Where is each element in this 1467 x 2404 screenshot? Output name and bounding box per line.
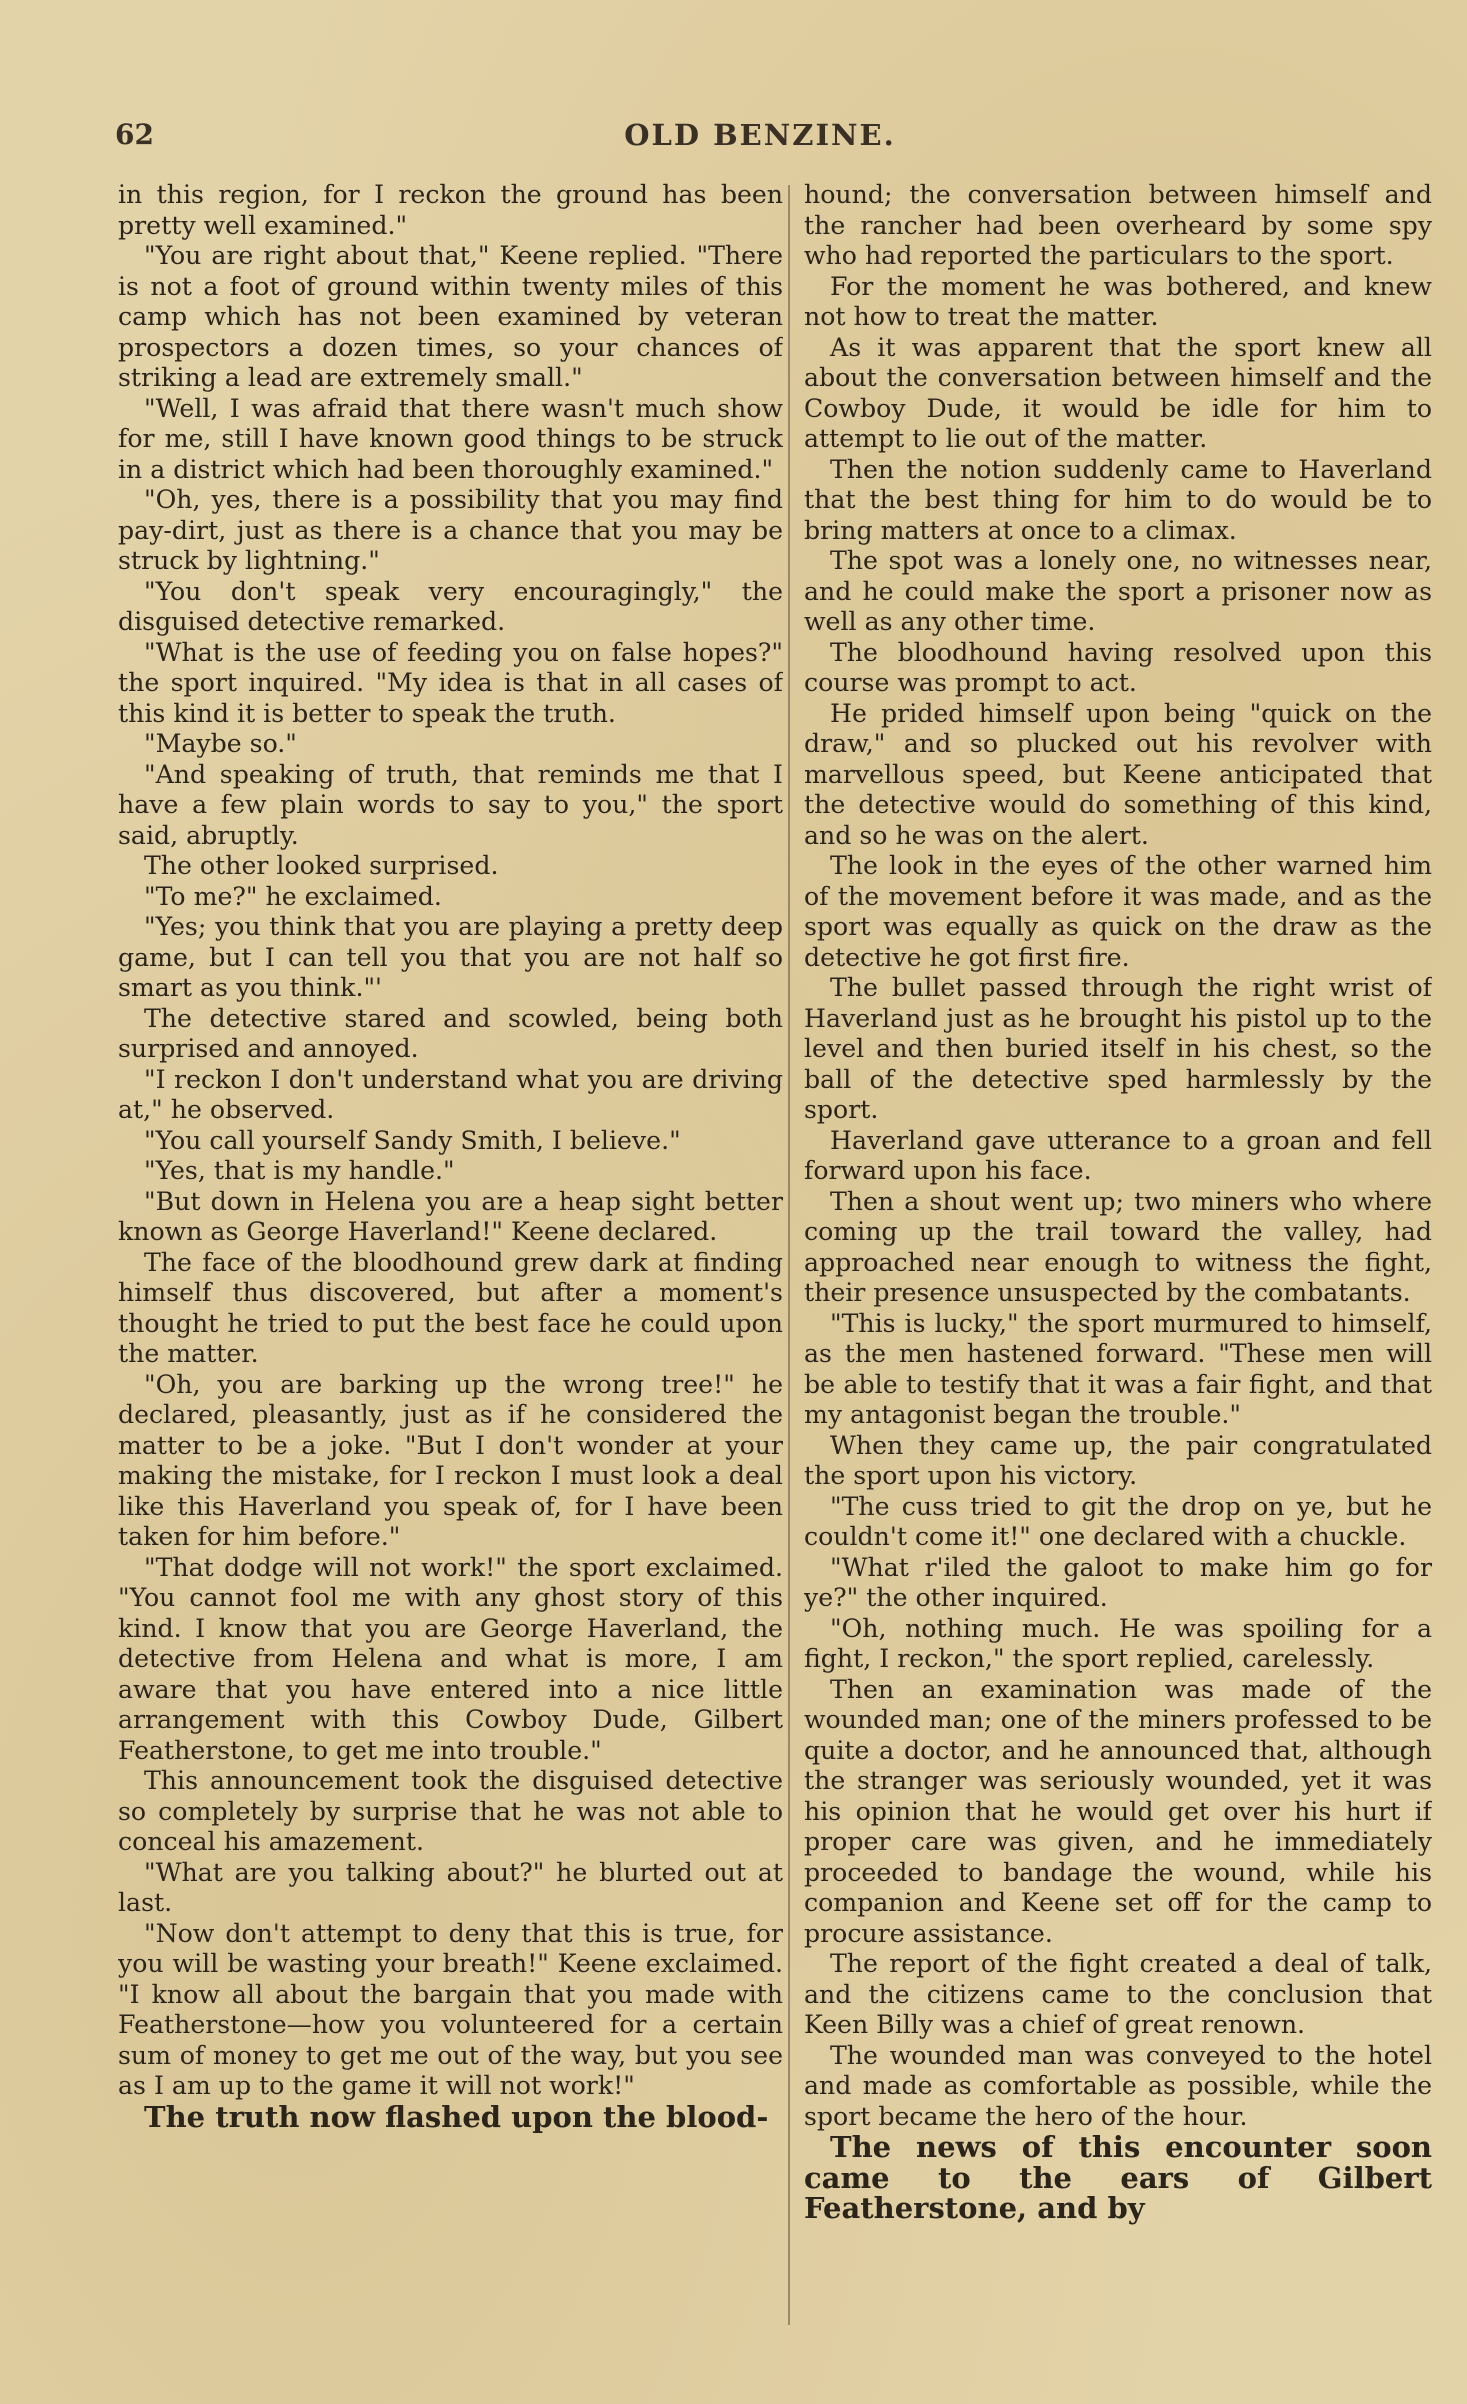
paragraph: "Oh, nothing much. He was spoiling for a fight, I reckon," the sport replied, carelessly. — [804, 1613, 1432, 1673]
paragraph: "Yes; you think that you are playing a pretty deep game, but I can tell you that you are not half so smart as you think."' — [118, 912, 783, 1002]
paragraph: Haverland gave utterance to a groan and fell forward upon his face. — [804, 1125, 1432, 1185]
paragraph: "Now don't attempt to deny that this is true, for you will be wasting your breath!" Keene exclaimed. "I know all about the bargain that you made with Featherstone—how you volunteered for a certain sum of money to get me out of the way, but you see as I am up to the game it will not work!" — [118, 1918, 783, 2100]
paragraph: "Well, I was afraid that there wasn't much show for me, still I have known good things to be struck in a district which had been thoroughly examined." — [118, 393, 783, 484]
paragraph: in this region, for I reckon the ground has been pretty well examined." — [118, 180, 783, 240]
paragraph: The bloodhound having resolved upon this course was prompt to act. — [804, 637, 1432, 697]
paragraph: Then an examination was made of the wounded man; one of the miners professed to be quite a doctor, and he announced that, although the stranger was seriously wounded, yet it was his opinion that he would get over his hurt if proper care was given, and he immediately proceeded to bandage the wound, while his companion and Keene set off for the camp to procure assistance. — [804, 1674, 1432, 1948]
paragraph: The truth now flashed upon the blood- — [144, 2099, 769, 2134]
paragraph: "What is the use of feeding you on false hopes?" the sport inquired. "My idea is that in all cases of this kind it is better to speak the truth. — [118, 637, 783, 728]
paragraph: "To me?" he exclaimed. — [144, 881, 442, 911]
paragraph: "The cuss tried to git the drop on ye, but he couldn't come it!" one declared with a chuckle. — [804, 1491, 1432, 1551]
paragraph: For the moment he was bothered, and knew not how to treat the matter. — [804, 271, 1432, 331]
paragraph: "What r'iled the galoot to make him go for ye?" the other inquired. — [804, 1552, 1432, 1612]
column-divider — [788, 185, 790, 2325]
running-title: OLD BENZINE. — [624, 118, 896, 152]
paragraph: Then the notion suddenly came to Haverland that the best thing for him to do would be to bring matters at once to a climax. — [804, 454, 1432, 545]
paragraph: He prided himself upon being "quick on the draw," and so plucked out his revolver with marvellous speed, but Keene anticipated that the detective would do something of this kind, and so he was on the alert. — [804, 698, 1432, 850]
paragraph: "You are right about that," Keene replied. "There is not a foot of ground within twenty miles of this camp which has not been examined by veteran prospectors a dozen times, so your chances of striking a lead are extremely small." — [118, 241, 783, 392]
paragraph: The look in the eyes of the other warned him of the movement before it was made, and as the sport was equally as quick on the draw as the detective he got first fire. — [804, 851, 1432, 972]
paragraph: The report of the fight created a deal of talk, and the citizens came to the conclusion that Keen Billy was a chief of great renown. — [804, 1949, 1432, 2039]
page-number: 62 — [115, 118, 154, 151]
paragraph: hound; the conversation between himself and the rancher had been overheard by some spy who had reported the particulars to the sport. — [804, 180, 1432, 270]
left-column — [118, 180, 783, 2380]
paragraph: The other looked surprised. — [144, 851, 499, 880]
paragraph: "You don't speak very encouragingly," the disguised detective remarked. — [118, 576, 783, 636]
paragraph: The bullet passed through the right wrist of Haverland just as he brought his pistol up to the level and then buried itself in his chest, so the ball of the detective sped harmlessly by the sport. — [804, 973, 1432, 1124]
paragraph: "I reckon I don't understand what you are driving at," he observed. — [118, 1064, 783, 1124]
paragraph: When they came up, the pair congratulated the sport upon his victory. — [804, 1430, 1432, 1490]
paragraph: "But down in Helena you are a heap sight better known as George Haverland!" Keene declared. — [118, 1186, 783, 1246]
paragraph: "Oh, yes, there is a possibility that you may find pay-dirt, just as there is a chance that you may be struck by lightning." — [118, 485, 783, 575]
paragraph: Then a shout went up; two miners who where coming up the trail toward the valley, had approached near enough to witness the fight, their presence unsuspected by the combatants. — [804, 1186, 1432, 1307]
paragraph: The news of this encounter soon came to the ears of Gilbert Featherstone, and by — [804, 2130, 1432, 2225]
page-header — [115, 118, 1405, 158]
paragraph: "Maybe so." — [144, 729, 297, 758]
paragraph: "Oh, you are barking up the wrong tree!" he declared, pleasantly, just as if he considered the matter to be a joke. "But I don't wonder at your making the mistake, for I reckon I must look a deal like this Haverland you speak of, for I have been taken for him before." — [118, 1369, 783, 1551]
paragraph: This announcement took the disguised detective so completely by surprise that he was not able to conceal his amazement. — [118, 1766, 783, 1856]
paragraph: The detective stared and scowled, being both surprised and annoyed. — [118, 1003, 783, 1063]
paragraph: "And speaking of truth, that reminds me that I have a few plain words to say to you," the sport said, abruptly. — [118, 759, 783, 850]
paragraph: The face of the bloodhound grew dark at finding himself thus discovered, but after a moment's thought he tried to put the best face he could upon the matter. — [118, 1247, 783, 1368]
paragraph: "What are you talking about?" he blurted out at last. — [118, 1857, 783, 1917]
paragraph: "Yes, that is my handle." — [144, 1156, 455, 1185]
paragraph: "This is lucky," the sport murmured to himself, as the men hastened forward. "These men will be able to testify that it was a fair fight, and that my antagonist began the trouble." — [804, 1308, 1432, 1429]
paragraph: "That dodge will not work!" the sport exclaimed. "You cannot fool me with any ghost story of this kind. I know that you are George Haverland, the detective from Helena and what is more, I am aware that you have entered into a nice little arrangement with this Cowboy Dude, Gilbert Featherstone, to get me into trouble." — [118, 1552, 783, 1765]
paragraph: The spot was a lonely one, no witnesses near, and he could make the sport a prisoner now as well as any other time. — [804, 546, 1432, 636]
right-column — [804, 180, 1432, 2380]
paragraph: "You call yourself Sandy Smith, I believe." — [144, 1125, 681, 1155]
paragraph: As it was apparent that the sport knew all about the conversation between himself and the Cowboy Dude, it would be idle for him to attempt to lie out of the matter. — [804, 332, 1432, 453]
paragraph: The wounded man was conveyed to the hotel and made as comfortable as possible, while the sport became the hero of the hour. — [804, 2040, 1432, 2131]
